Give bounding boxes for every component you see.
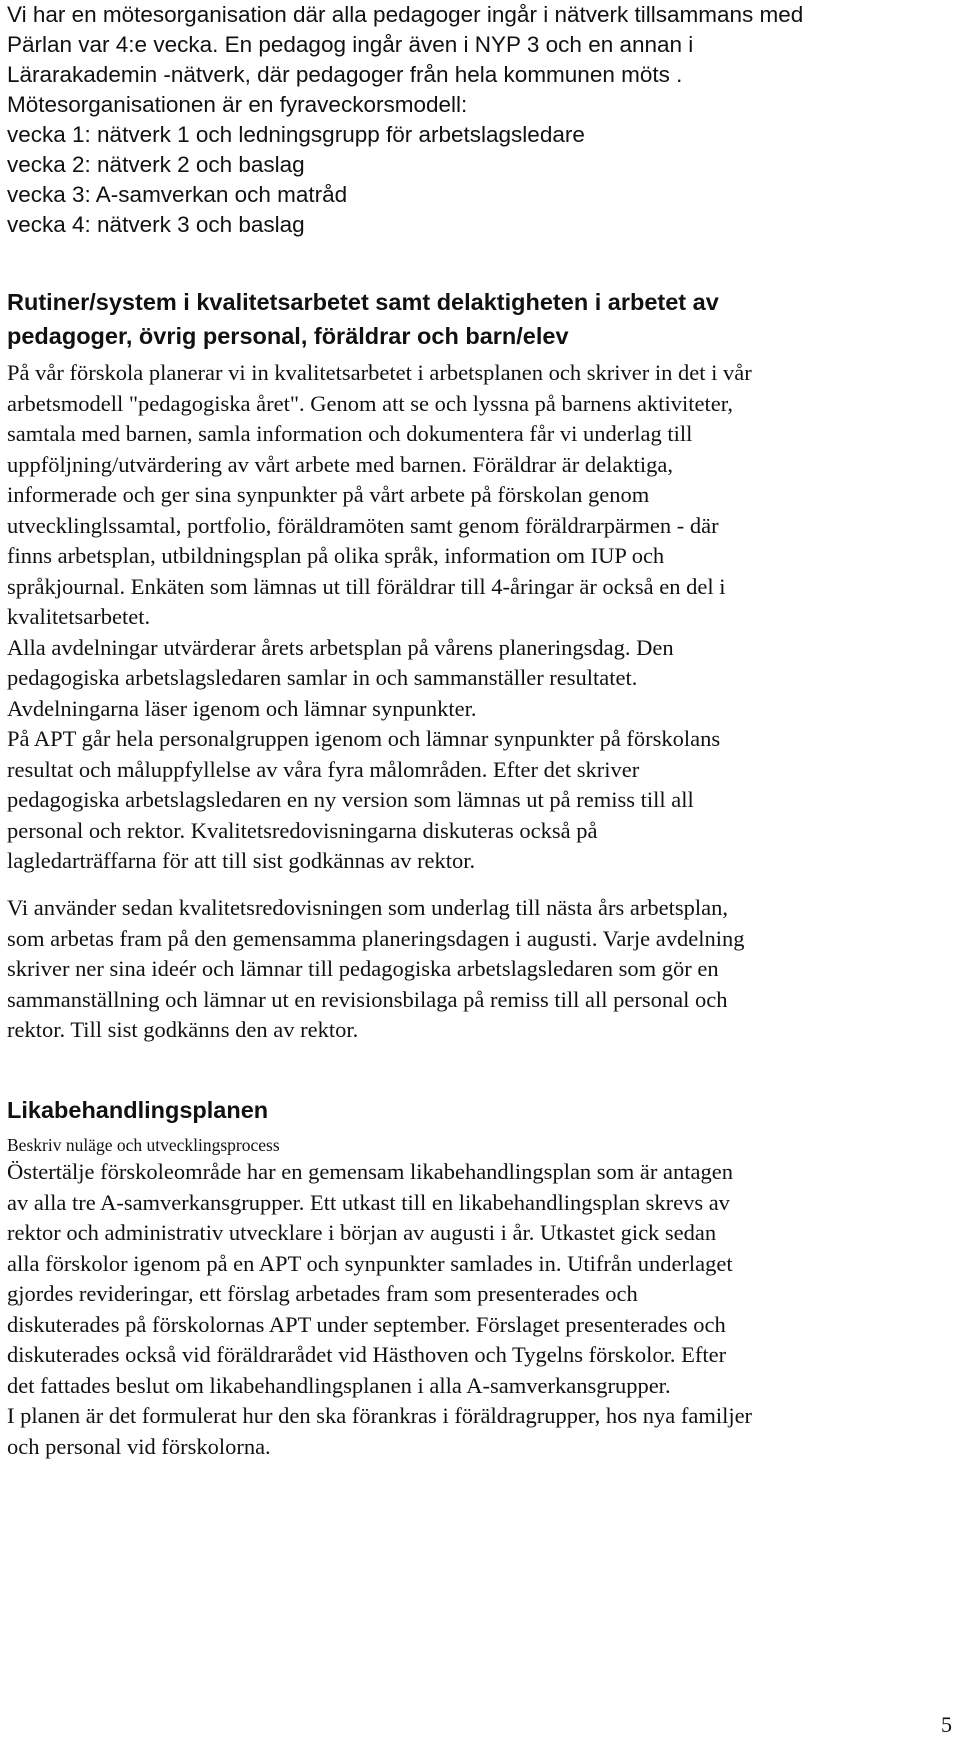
paragraph-line: pedagogiska arbetslagsledaren samlar in och sammanställer resultatet. [7,665,638,690]
heading-line: Likabehandlingsplanen [7,1097,269,1123]
section-subheading: Beskriv nuläge och utvecklingsprocess [7,1135,280,1155]
section-heading-likabehandlingsplanen [7,1093,268,1127]
paragraph-line: samtala med barnen, samla information och dokumentera får vi underlag till [7,421,693,446]
paragraph-line: I planen är det formulerat hur den ska förankras i föräldragrupper, hos nya familjer [7,1403,753,1428]
paragraph-line: personal och rektor. Kvalitetsredovisningarna diskuteras också på [7,817,598,843]
paragraph-line: lagledarträffarna för att till sist godkännas av rektor. [7,848,476,873]
likabehandling-paragraph [7,1157,752,1462]
paragraph-line: På vår förskola planerar vi in kvalitetsarbetet i arbetsplanen och skriver in det i vår [7,360,752,385]
paragraph-line: sammanställning och lämnar ut en revisionsbilaga på remiss till all personal och [7,986,728,1012]
paragraph-line: kvalitetsarbetet. [7,604,151,629]
intro-line: Mötesorganisationen är en fyraveckorsmodell: [7,92,468,117]
paragraph-line: av alla tre A-samverkansgrupper. Ett utkast till en likabehandlingsplan skrevs av [7,1189,730,1215]
paragraph-line: informerade och ger sina synpunkter på vårt arbete på förskolan genom [7,482,650,507]
rutiner-paragraph [7,358,752,877]
paragraph-line: diskuterades också vid föräldrarådet vid Hästhoven och Tygelns förskolor. Efter [7,1342,727,1367]
paragraph-line: Alla avdelningar utvärderar årets arbetsplan på vårens planeringsdag. Den [7,634,674,660]
paragraph-line: diskuterades på förskolornas APT under september. Förslaget presenterades och [7,1311,726,1337]
intro-line: Lärarakademin -nätverk, där pedagoger från hela kommunen möts . [7,62,683,87]
paragraph-line: rektor och administrativ utvecklare i början av augusti i år. Utkastet gick sedan [7,1220,717,1245]
paragraph-line: utvecklinglssamtal, portfolio, föräldramöten samt genom föräldrarpärmen - där [7,512,719,538]
paragraph-line: det fattades beslut om likabehandlingsplanen i alla A-samverkansgrupper. [7,1372,671,1398]
intro-line: vecka 4: nätverk 3 och baslag [7,212,305,237]
paragraph-line: uppföljning/utvärdering av vårt arbete med barnen. Föräldrar är delaktiga, [7,451,673,477]
page-number: 5 [941,1712,952,1737]
paragraph-line: Vi använder sedan kvalitetsredovisningen som underlag till nästa års arbetsplan, [7,895,728,920]
intro-line: vecka 2: nätverk 2 och baslag [7,152,305,177]
intro-line: Pärlan var 4:e vecka. En pedagog ingår även i NYP 3 och en annan i [7,32,694,57]
paragraph-line: gjordes revideringar, ett förslag arbetades fram som presenterades och [7,1281,638,1306]
intro-line: vecka 1: nätverk 1 och ledningsgrupp för arbetslagsledare [7,122,585,147]
section-heading-rutiner [7,285,719,353]
arbetsplan-paragraph [7,893,744,1046]
paragraph-line: och personal vid förskolorna. [7,1433,271,1459]
paragraph-line: arbetsmodell "pedagogiska året". Genom att se och lyssna på barnens aktiviteter, [7,390,733,416]
paragraph-line: skriver ner sina ideér och lämnar till pedagogiska arbetslagsledaren som gör en [7,956,719,981]
paragraph-line: alla förskolor igenom på en APT och synpunkter samlades in. Utifrån underlaget [7,1250,733,1276]
paragraph-line: På APT går hela personalgruppen igenom och lämnar synpunkter på förskolans [7,726,721,751]
intro-paragraph [7,0,803,240]
paragraph-line: rektor. Till sist godkänns den av rektor. [7,1017,359,1042]
paragraph-line: finns arbetsplan, utbildningsplan på olika språk, information om IUP och [7,543,665,568]
intro-line: Vi har en mötesorganisation där alla pedagoger ingår i nätverk tillsammans med [7,2,804,27]
paragraph-line: resultat och måluppfyllelse av våra fyra målområden. Efter det skriver [7,756,640,782]
heading-line: pedagoger, övrig personal, föräldrar och barn/elev [7,323,569,349]
paragraph-line: som arbetas fram på den gemensamma planeringsdagen i augusti. Varje avdelning [7,925,745,951]
heading-line: Rutiner/system i kvalitetsarbetet samt delaktigheten i arbetet av [7,289,719,315]
paragraph-line: språkjournal. Enkäten som lämnas ut till föräldrar till 4-åringar är också en del i [7,573,726,599]
paragraph-line: Avdelningarna läser igenom och lämnar synpunkter. [7,695,477,721]
intro-line: vecka 3: A-samverkan och matråd [7,182,348,207]
paragraph-line: Östertälje förskoleområde har en gemensam likabehandlingsplan som är antagen [7,1159,733,1184]
paragraph-line: pedagogiska arbetslagsledaren en ny version som lämnas ut på remiss till all [7,787,694,812]
